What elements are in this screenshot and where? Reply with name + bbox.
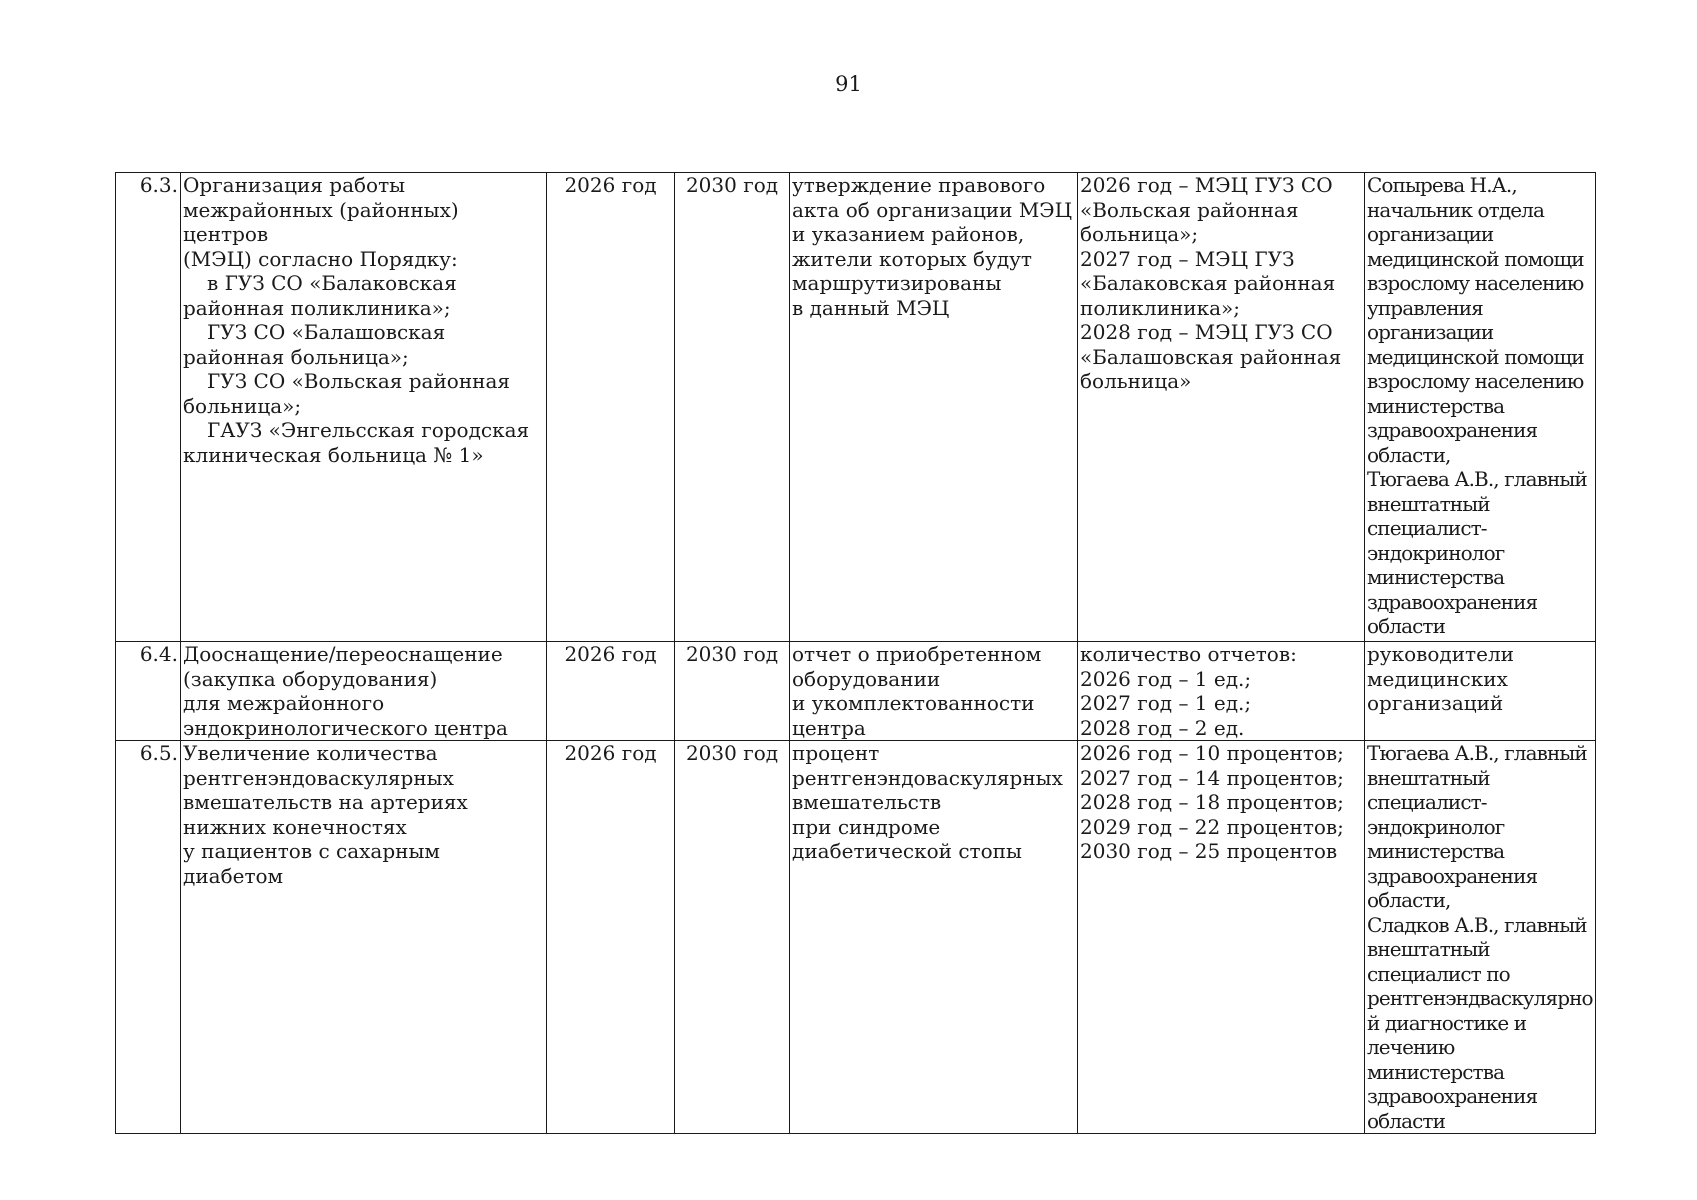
responsible-person: Тюгаева А.В., главный внештатный специалист-эндокринолог министерства здравоохранения области, Сладков А.В., главный внештатный специалист по рентгенэндваскулярной диагностике и лечению министерства здравоохранения области (1365, 741, 1596, 1134)
end-year: 2030 год (675, 642, 790, 741)
activity-title (181, 173, 547, 642)
page-number: 91 (835, 72, 862, 96)
end-year: 2030 год (675, 741, 790, 1134)
activity-title-item: ГУЗ СО «Балашовская районная больница»; (183, 320, 446, 369)
activity-title: Дооснащение/переоснащение (закупка оборудования) для межрайонного эндокринологического центра (181, 642, 547, 741)
activity-title-item: ГАУЗ «Энгельсская городская клиническая больница № 1» (183, 418, 530, 467)
table-row (116, 741, 1596, 1134)
responsible-person: Сопырева Н.А., начальник отдела организации медицинской помощи взрослому населению управления организации медицинской помощи взрослому населению министерства здравоохранения области, Тюгаева А.В., главный внештатный специалист-эндокринолог министерства здравоохранения области (1365, 173, 1596, 642)
start-year: 2026 год (547, 741, 675, 1134)
table-row (116, 642, 1596, 741)
row-number: 6.4. (116, 642, 181, 741)
indicator: 2026 год – МЭЦ ГУЗ СО «Вольская районная больница»; 2027 год – МЭЦ ГУЗ «Балаковская районная поликлиника»; 2028 год – МЭЦ ГУЗ СО «Балашовская районная больница» (1078, 173, 1365, 642)
row-number: 6.3. (116, 173, 181, 642)
expected-result: процент рентгенэндоваскулярных вмешательств при синдроме диабетической стопы (790, 741, 1078, 1134)
start-year: 2026 год (547, 173, 675, 642)
activity-title-item: в ГУЗ СО «Балаковская районная поликлиника»; (183, 271, 457, 320)
activity-title-line: (МЭЦ) согласно Порядку: (183, 246, 458, 271)
activity-plan-table (115, 172, 1596, 1134)
expected-result: утверждение правового акта об организации МЭЦ и указанием районов, жители которых будут маршрутизированы в данный МЭЦ (790, 173, 1078, 642)
end-year: 2030 год (675, 173, 790, 642)
table-row (116, 173, 1596, 642)
activity-title: Увеличение количества рентгенэндоваскулярных вмешательств на артериях нижних конечностях у пациентов с сахарным диабетом (181, 741, 547, 1134)
activity-title-line: межрайонных (районных) центров (183, 197, 459, 246)
activity-title-line: Организация работы (183, 173, 406, 197)
start-year: 2026 год (547, 642, 675, 741)
activity-title-item: ГУЗ СО «Вольская районная больница»; (183, 369, 511, 418)
indicator: 2026 год – 10 процентов; 2027 год – 14 процентов; 2028 год – 18 процентов; 2029 год – 22 процентов; 2030 год – 25 процентов (1078, 741, 1365, 1134)
row-number: 6.5. (116, 741, 181, 1134)
responsible-person: руководители медицинских организаций (1365, 642, 1596, 741)
indicator: количество отчетов: 2026 год – 1 ед.; 2027 год – 1 ед.; 2028 год – 2 ед. (1078, 642, 1365, 741)
expected-result: отчет о приобретенном оборудовании и укомплектованности центра (790, 642, 1078, 741)
